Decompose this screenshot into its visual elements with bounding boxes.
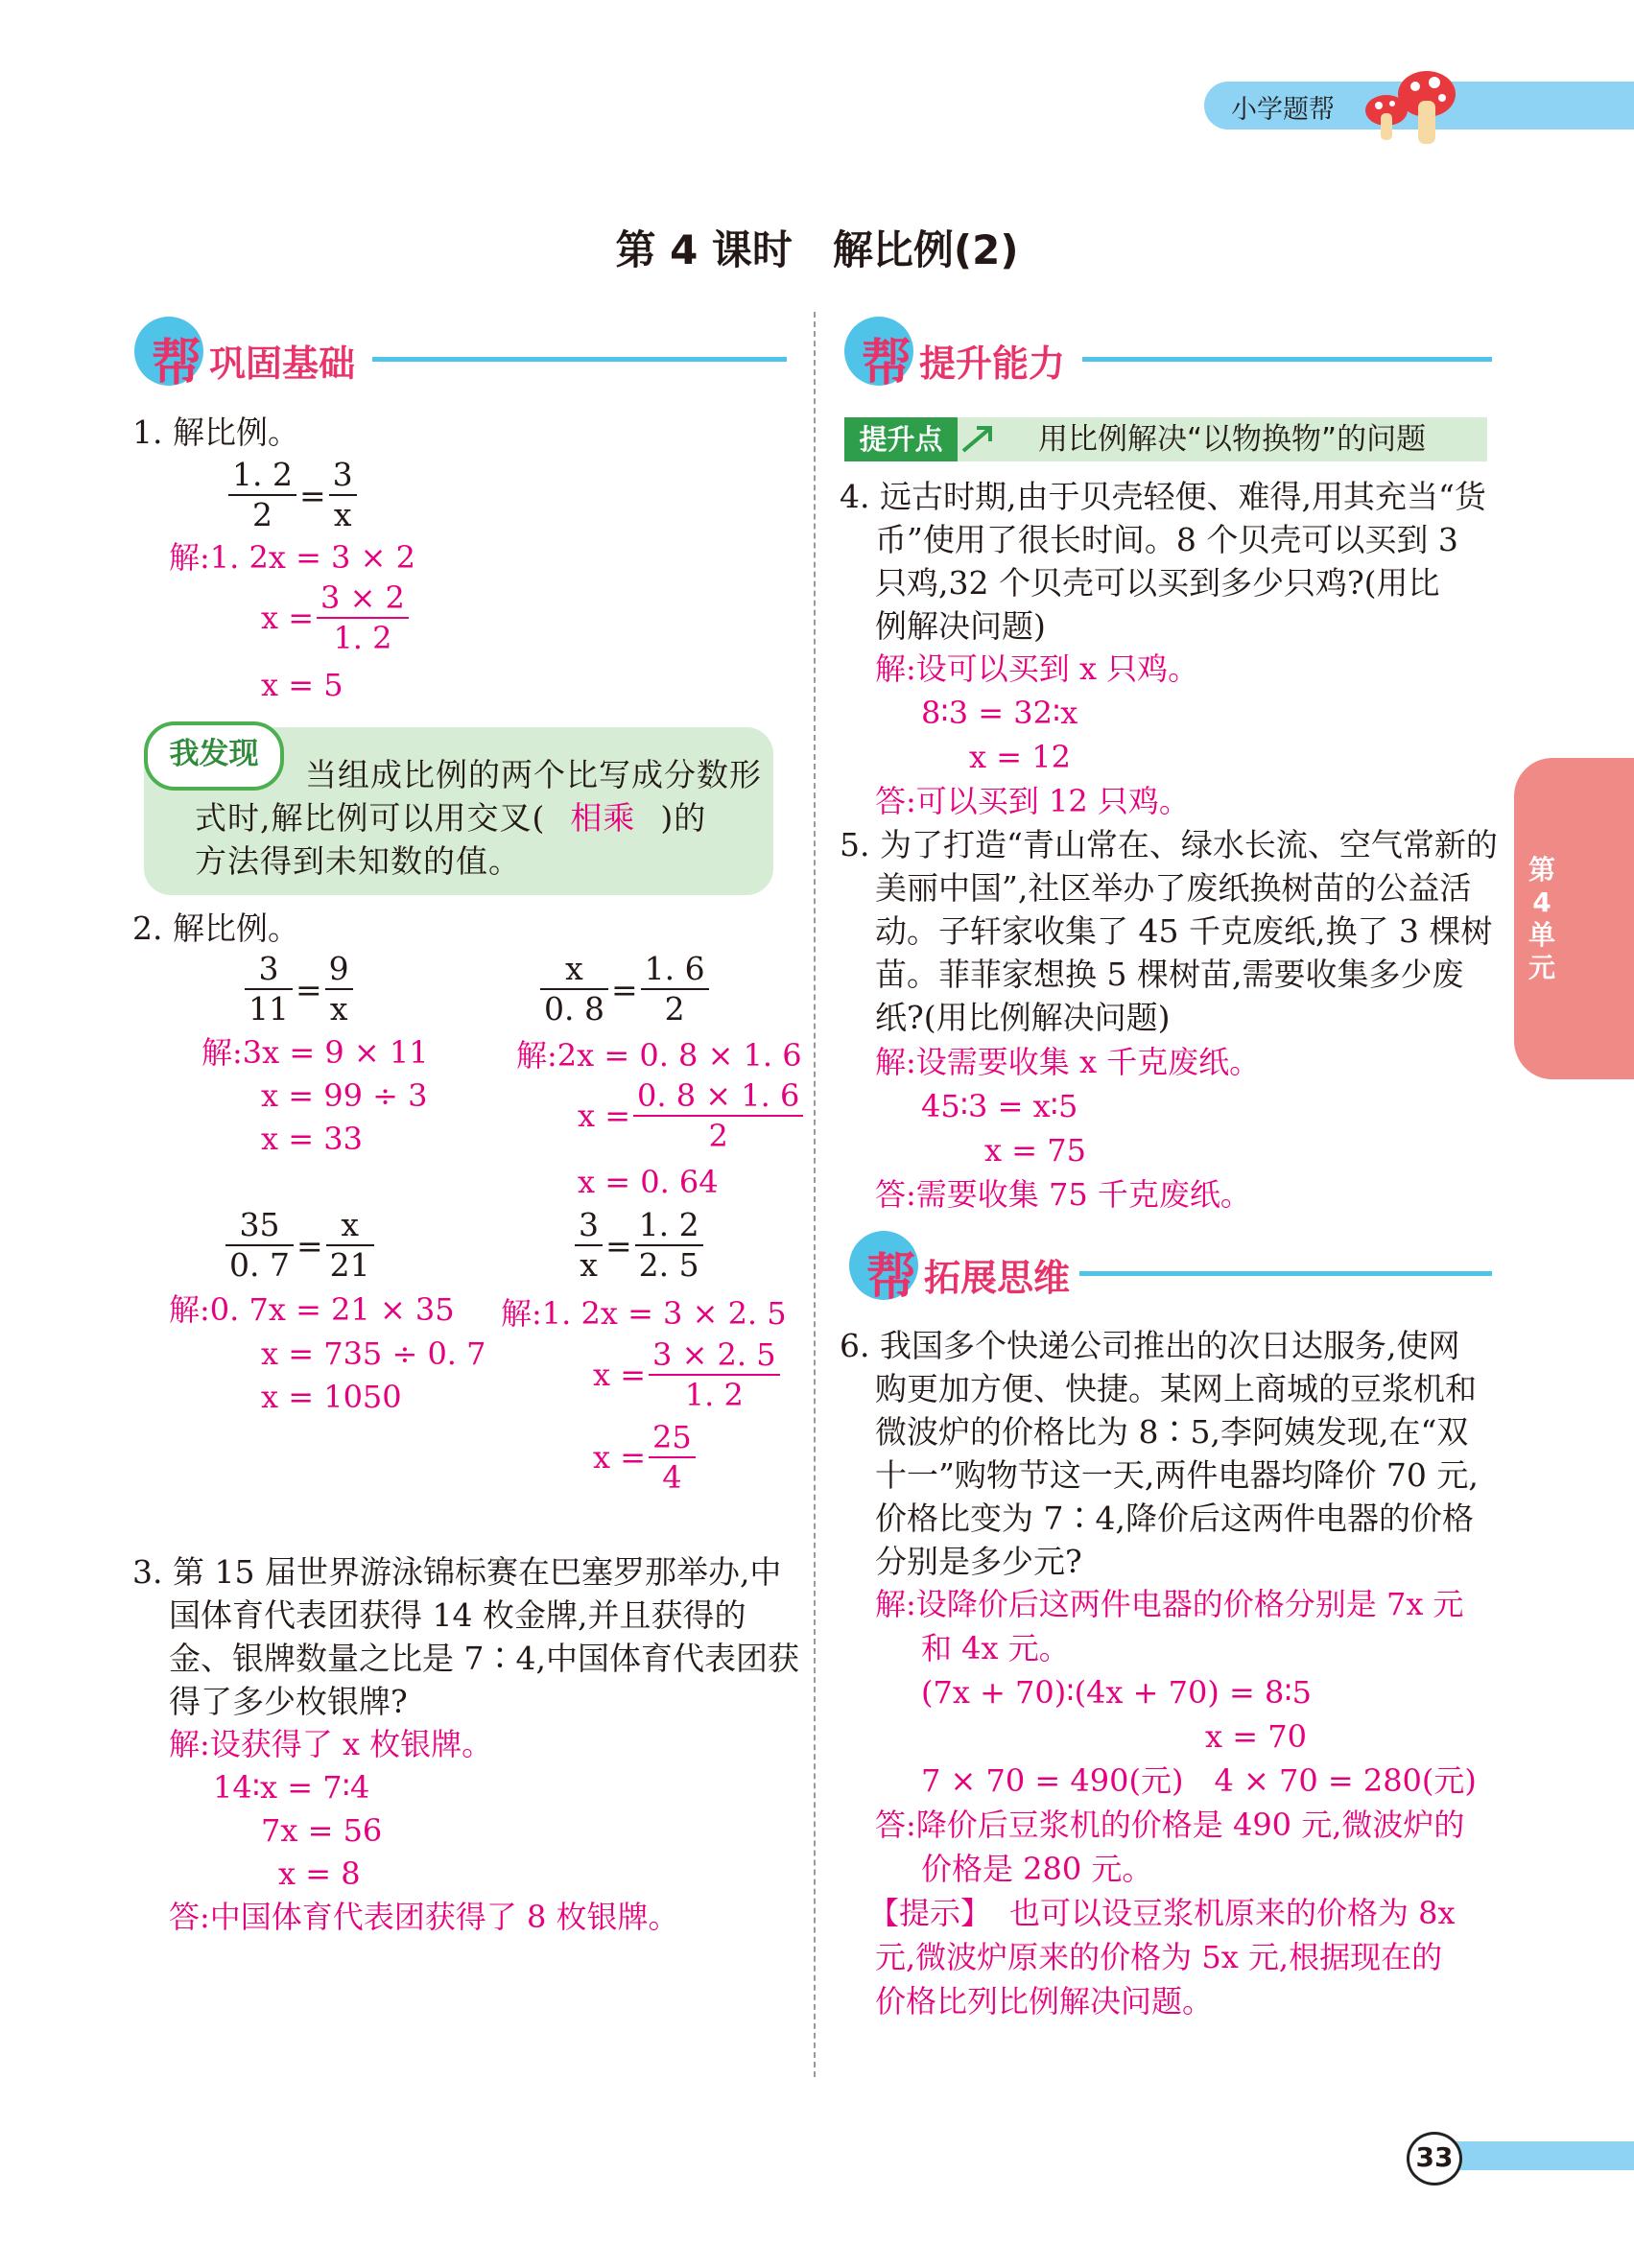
q2c-rhs-denominator: 21 xyxy=(329,1246,370,1284)
q1-step2-numerator: 3 × 2 xyxy=(317,579,409,619)
q3-line-3: 金、银牌数量之比是 7∶4,中国体育代表团获 xyxy=(169,1640,799,1677)
q5-line-3: 动。子轩家收集了 45 千克废纸,换了 3 棵树 xyxy=(875,912,1493,950)
page-title: 第 4 课时 解比例(2) xyxy=(615,226,1019,273)
q3-answer: 答:中国体育代表团获得了 8 枚银牌。 xyxy=(169,1899,679,1935)
q1-rhs-numerator: 3 xyxy=(329,456,357,496)
section-bang: 帮 xyxy=(866,1249,917,1307)
q3-sol-1: 解:设获得了 x 枚银牌。 xyxy=(169,1726,493,1762)
q6-sol-5: 7 × 70 = 490(元) 4 × 70 = 280(元) xyxy=(921,1762,1477,1799)
q2d-step2-denominator: 1. 2 xyxy=(684,1377,744,1413)
column-divider xyxy=(814,312,816,2077)
q3-sol-3: 7x = 56 xyxy=(261,1812,383,1849)
section-bang: 帮 xyxy=(862,335,912,392)
section-line xyxy=(1079,1271,1492,1276)
section-title: 巩固基础 xyxy=(209,343,356,385)
q6-hint-3: 价格比列比例解决问题。 xyxy=(875,1983,1214,2020)
q2a-lhs-denominator: 11 xyxy=(249,990,289,1028)
q2d-rhs-numerator: 1. 2 xyxy=(635,1206,703,1246)
q4-line-2: 币”使用了很长时间。8 个贝壳可以买到 3 xyxy=(875,521,1458,558)
q2b-step2-numerator: 0. 8 × 1. 6 xyxy=(633,1076,803,1117)
q2b-equation: $\frac{x}{0. 8}$ = $\frac{1. 6}{2}$ xyxy=(537,950,712,1028)
discover-line3: 方法得到未知数的值。 xyxy=(195,842,521,880)
q2-prompt: 2. 解比例。 xyxy=(132,910,299,947)
q6-line-5: 价格比变为 7∶4,降价后这两件电器的价格 xyxy=(875,1500,1474,1537)
q2d-lhs-denominator: x xyxy=(580,1246,598,1284)
q2d-step1: 解:1. 2x = 3 × 2. 5 xyxy=(501,1295,787,1332)
q2c-step2: x = 735 ÷ 0. 7 xyxy=(261,1335,486,1372)
q2c-step3: x = 1050 xyxy=(261,1379,402,1415)
q5-line-1: 5. 为了打造“青山常在、绿水长流、空气常新的 xyxy=(840,826,1498,863)
q1-step3: x = 5 xyxy=(261,667,343,703)
q2a-step2: x = 99 ÷ 3 xyxy=(261,1077,428,1114)
mushroom-icon xyxy=(1358,58,1463,149)
q2b-lhs-denominator: 0. 8 xyxy=(544,990,604,1028)
tisheng-text: 用比例解决“以物换物”的问题 xyxy=(1038,422,1427,457)
q2a-rhs-numerator: 9 xyxy=(325,950,353,990)
q2b-rhs-numerator: 1. 6 xyxy=(641,950,709,990)
page-number: 33 xyxy=(1407,2132,1462,2185)
q2c-equation: $\frac{35}{0. 7}$ = $\frac{x}{21}$ xyxy=(223,1206,377,1285)
q2b-step2-lhs: x = xyxy=(578,1098,631,1134)
q6-hint-2: 元,微波炉原来的价格为 5x 元,根据现在的 xyxy=(875,1939,1443,1975)
q1-rhs-denominator: x xyxy=(333,496,352,533)
q2a-step1: 解:3x = 9 × 11 xyxy=(201,1034,429,1071)
section-extend-header xyxy=(849,1231,1492,1308)
q2d-step3-lhs: x = xyxy=(593,1439,647,1476)
q4-answer: 答:可以买到 12 只鸡。 xyxy=(875,783,1190,819)
q5-line-4: 苗。菲菲家想换 5 棵树苗,需要收集多少废 xyxy=(875,956,1464,993)
section-line xyxy=(1082,357,1492,362)
discover-badge: 我发现 xyxy=(144,721,284,791)
q2d-step3-numerator: 25 xyxy=(649,1418,696,1458)
q6-sol-4: x = 70 xyxy=(1205,1718,1307,1755)
q2d-step3 xyxy=(593,1418,699,1497)
discover-line2-b: )的 xyxy=(660,799,707,837)
q2b-step2 xyxy=(578,1076,806,1155)
q2b-step2-denominator: 2 xyxy=(708,1118,728,1154)
q2b-lhs-numerator: x xyxy=(540,950,608,990)
q2c-lhs-numerator: 35 xyxy=(225,1206,294,1246)
q6-sol-1: 解:设降价后这两件电器的价格分别是 7x 元 xyxy=(875,1586,1464,1622)
q5-sol-1: 解:设需要收集 x 千克废纸。 xyxy=(875,1044,1261,1080)
q6-answer-1: 答:降价后豆浆机的价格是 490 元,微波炉的 xyxy=(875,1807,1465,1843)
section-improve-header xyxy=(844,317,1492,393)
section-bang: 帮 xyxy=(152,335,202,392)
q5-sol-2: 45∶3 = x∶5 xyxy=(921,1088,1078,1124)
q6-line-4: 十一”购物节这一天,两件电器均降价 70 元, xyxy=(875,1456,1479,1494)
q3-line-2: 国体育代表团获得 14 枚金牌,并且获得的 xyxy=(169,1596,746,1634)
q6-hint-1: 也可以设豆浆机原来的价格为 8x xyxy=(1009,1895,1456,1931)
q2a-rhs-denominator: x xyxy=(329,990,348,1028)
q5-line-5: 纸?(用比例解决问题) xyxy=(875,999,1171,1036)
q2d-step2-numerator: 3 × 2. 5 xyxy=(649,1335,780,1376)
q5-line-2: 美丽中国”,社区举办了废纸换树苗的公益活 xyxy=(875,869,1472,907)
q1-step2 xyxy=(261,579,412,657)
unit-side-tab-text: 第4单元 xyxy=(1527,854,1555,983)
discover-line2 xyxy=(195,796,706,839)
q6-hint-label: 【提示】 xyxy=(868,1895,992,1931)
q4-sol-1: 解:设可以买到 x 只鸡。 xyxy=(875,650,1199,687)
q5-sol-3: x = 75 xyxy=(984,1132,1086,1169)
q4-line-4: 例解决问题) xyxy=(875,607,1046,645)
q2a-equation: $\frac{3}{11}$ = $\frac{9}{x}$ xyxy=(242,950,356,1028)
arrow-icon xyxy=(959,422,1006,457)
brand-label: 小学题帮 xyxy=(1231,95,1335,125)
q2a-lhs-numerator: 3 xyxy=(245,950,293,990)
q2b-rhs-denominator: 2 xyxy=(664,990,685,1028)
q1-lhs-numerator: 1. 2 xyxy=(228,456,296,496)
q2d-equation: $\frac{3}{x}$ = $\frac{1. 2}{2. 5}$ xyxy=(572,1206,706,1285)
discover-line1: 当组成比例的两个比写成分数形 xyxy=(305,756,762,793)
q2c-step1: 解:0. 7x = 21 × 35 xyxy=(169,1291,455,1328)
q2d-step2 xyxy=(593,1335,783,1414)
q6-line-2: 购更加方便、快捷。某网上商城的豆浆机和 xyxy=(875,1370,1477,1407)
q6-line-6: 分别是多少元? xyxy=(875,1543,1082,1580)
q6-line-1: 6. 我国多个快递公司推出的次日达服务,使网 xyxy=(840,1327,1460,1364)
q3-line-1: 3. 第 15 届世界游泳锦标赛在巴塞罗那举办,中 xyxy=(132,1553,782,1591)
section-title: 拓展思维 xyxy=(924,1257,1071,1299)
q4-line-3: 只鸡,32 个贝壳可以买到多少只鸡?(用比 xyxy=(875,564,1440,602)
q6-sol-3: (7x + 70)∶(4x + 70) = 8∶5 xyxy=(921,1674,1313,1711)
q2d-lhs-numerator: 3 xyxy=(575,1206,603,1246)
q6-sol-2: 和 4x 元。 xyxy=(921,1630,1070,1666)
q1-equation: $\frac{1. 2}{2}$ = $\frac{3}{x}$ xyxy=(225,456,360,534)
discover-line2-a: 式时,解比例可以用交叉( xyxy=(195,799,546,837)
q1-step2-lhs: x = xyxy=(261,600,315,636)
q1-lhs-denominator: 2 xyxy=(251,496,272,533)
q2d-step3-denominator: 4 xyxy=(662,1459,682,1496)
q2b-step3: x = 0. 64 xyxy=(578,1164,719,1200)
q3-line-4: 得了多少枚银牌? xyxy=(169,1683,408,1720)
q6-answer-2: 价格是 280 元。 xyxy=(921,1851,1153,1887)
q2d-step2-lhs: x = xyxy=(593,1357,647,1393)
q2a-step3: x = 33 xyxy=(261,1121,363,1157)
q5-answer: 答:需要收集 75 千克废纸。 xyxy=(875,1176,1251,1213)
discover-answer: 相乘 xyxy=(570,799,636,837)
section-basic-header xyxy=(134,317,787,393)
q2c-lhs-denominator: 0. 7 xyxy=(229,1246,290,1284)
section-line xyxy=(372,357,787,362)
q4-line-1: 4. 远古时期,由于贝壳轻便、难得,用其充当“货 xyxy=(840,478,1486,515)
q1-step2-denominator: 1. 2 xyxy=(333,620,392,656)
q2b-step1: 解:2x = 0. 8 × 1. 6 xyxy=(516,1037,802,1074)
q2d-rhs-denominator: 2. 5 xyxy=(638,1246,699,1284)
q3-sol-2: 14∶x = 7∶4 xyxy=(213,1769,370,1806)
q4-sol-3: x = 12 xyxy=(969,739,1071,775)
q1-prompt: 1. 解比例。 xyxy=(132,413,299,451)
q2c-rhs-numerator: x xyxy=(326,1206,374,1246)
q4-sol-2: 8∶3 = 32∶x xyxy=(921,695,1078,731)
q6-line-3: 微波炉的价格比为 8∶5,李阿姨发现,在“双 xyxy=(875,1413,1469,1451)
q3-sol-4: x = 8 xyxy=(278,1855,361,1892)
tisheng-label: 提升点 xyxy=(844,417,958,461)
q1-step1: 解:1. 2x = 3 × 2 xyxy=(169,539,415,576)
section-title: 提升能力 xyxy=(919,343,1066,385)
